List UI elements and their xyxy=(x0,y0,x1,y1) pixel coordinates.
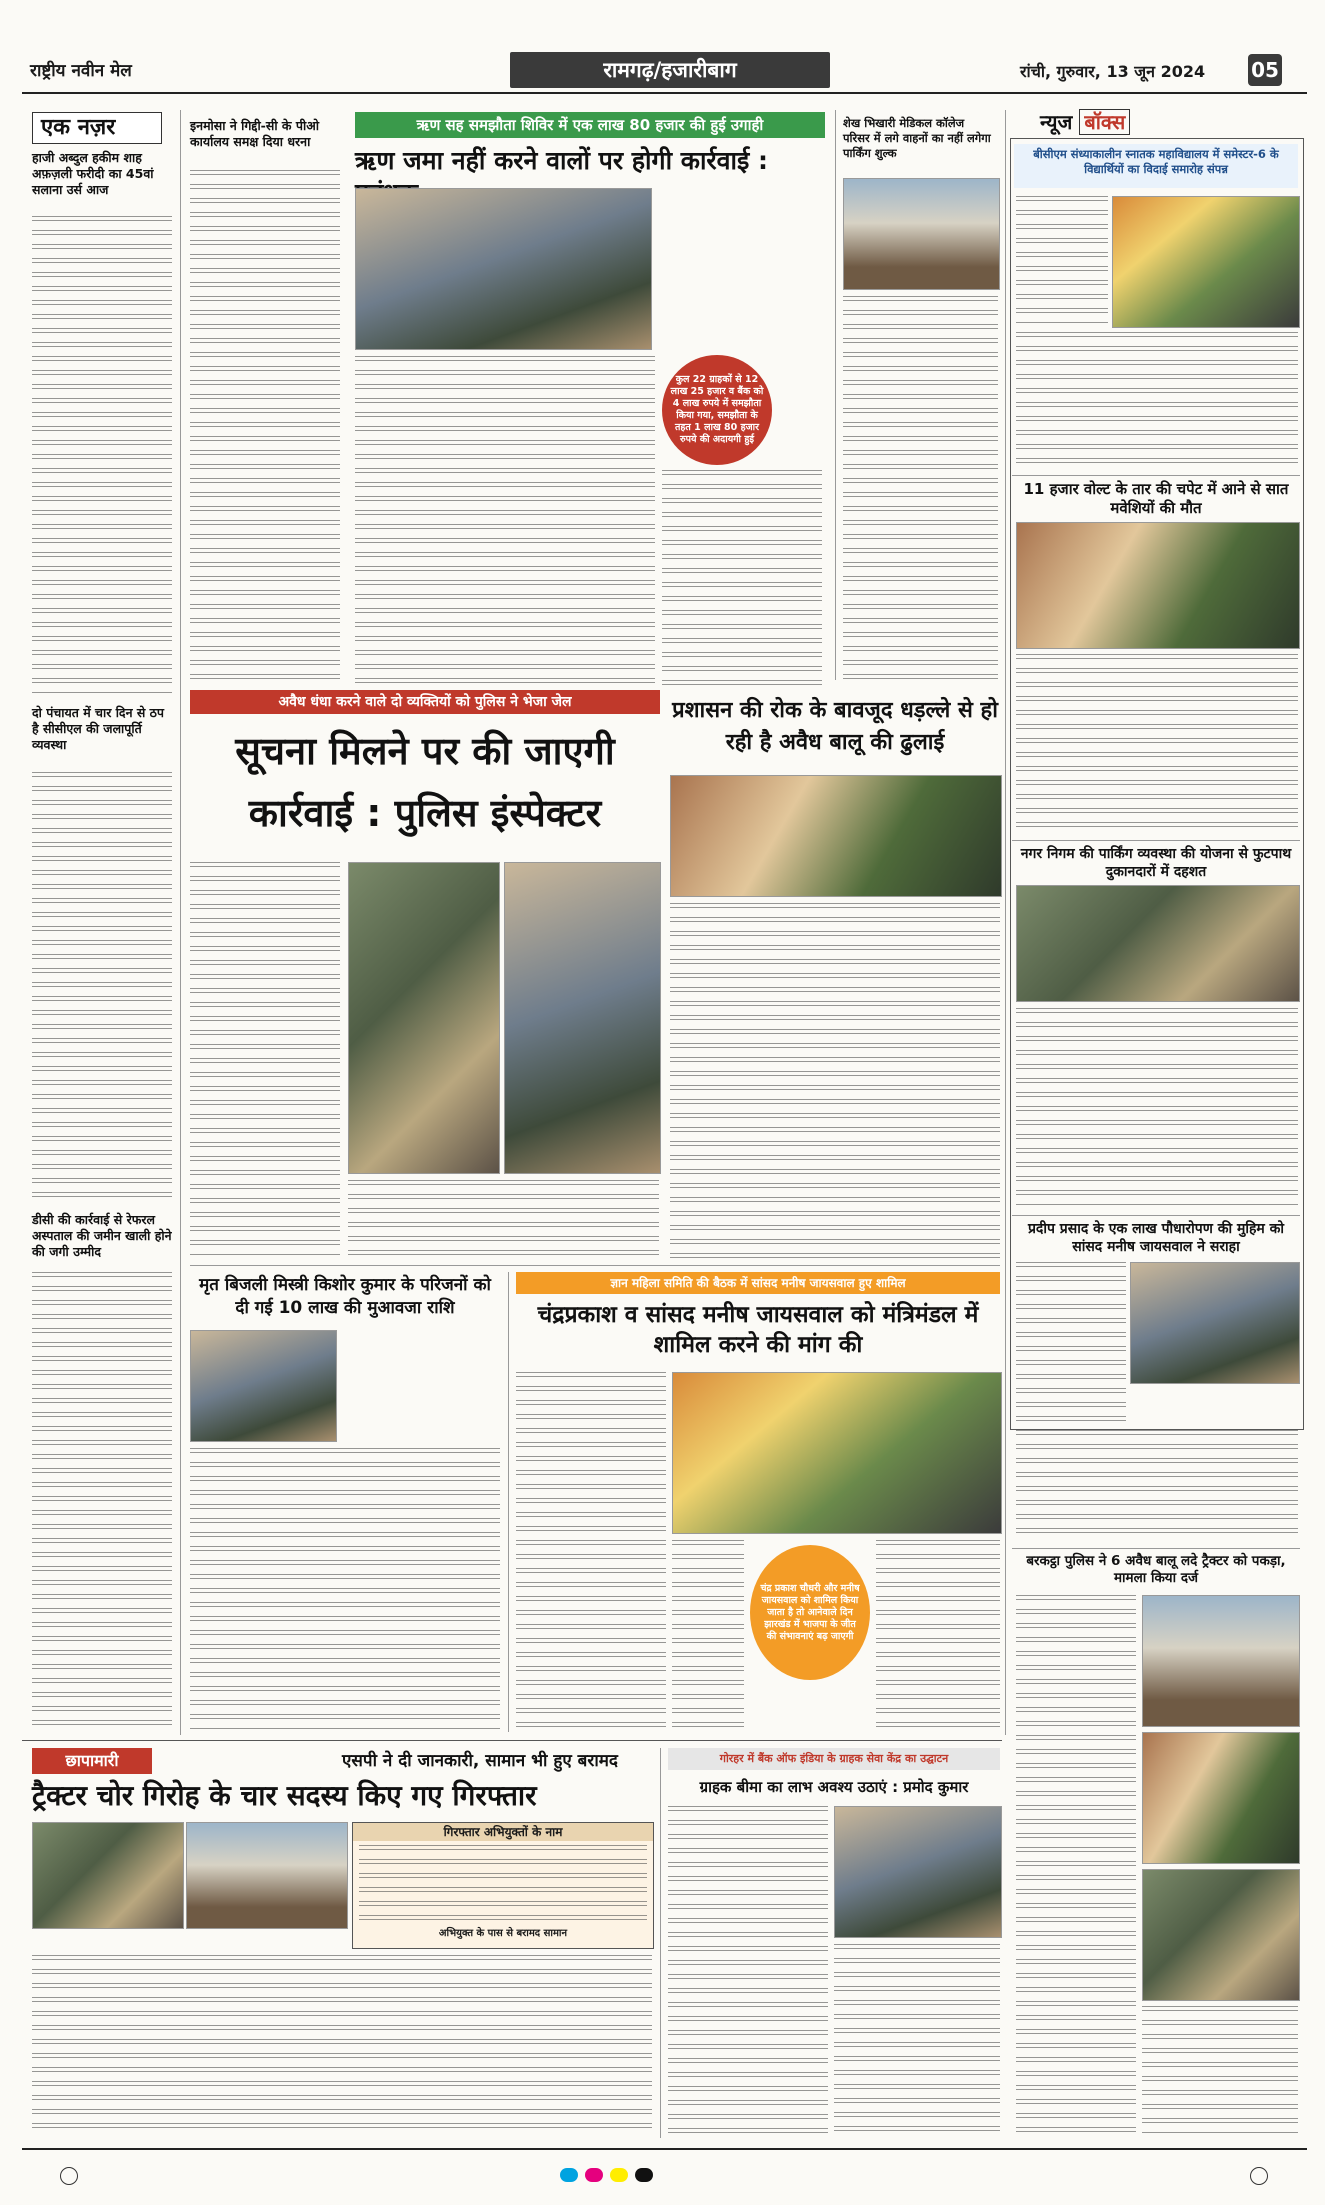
ek-nazar-tag: एक नज़र xyxy=(32,112,162,144)
registration-mark xyxy=(60,2167,78,2185)
rule xyxy=(190,1265,1000,1266)
minister-callout-text: चंद्र प्रकाश चौधरी और मनीष जायसवाल को शामिल किया जाता है तो आनेवाले दिन झारखंड में भाजपा के जीत की संभावनाएं बढ़ जाएगी xyxy=(760,1582,860,1642)
footer-rule xyxy=(22,2148,1307,2150)
yellow-swatch xyxy=(610,2168,628,2182)
story-body xyxy=(1016,332,1298,467)
story-body xyxy=(1016,196,1108,326)
story-body xyxy=(355,356,655,686)
minister-callout xyxy=(750,1545,870,1680)
story-heading: हाजी अब्दुल हकीम शाह अफ़ज़ली फरीदी का 45वां सलाना उर्स आज xyxy=(32,150,154,197)
raid-headline: ट्रैक्टर चोर गिरोह के चार सदस्य किए गए गिरफ्तार xyxy=(32,1779,537,1812)
story-body xyxy=(32,772,172,1202)
arrested-table-title: गिरफ्तार अभियुक्तों के नाम xyxy=(353,1823,653,1841)
column-divider xyxy=(835,110,836,680)
bank-band: गोरहर में बैंक ऑफ इंडिया के ग्राहक सेवा केंद्र का उद्घाटन xyxy=(668,1748,1000,1770)
story-heading: दो पंचायत में चार दिन से ठप है सीसीएल की जलापूर्ति व्यवस्था xyxy=(32,705,165,752)
story-heading: मृत बिजली मिस्त्री किशोर कुमार के परिजनों को दी गई 10 लाख की मुआवजा राशि xyxy=(199,1275,491,1318)
story-body xyxy=(1016,1262,1126,1422)
story-body xyxy=(1016,1430,1298,1540)
story-body xyxy=(32,1272,172,1727)
compensation-photo xyxy=(190,1330,337,1442)
column-divider xyxy=(1005,110,1006,1735)
story-body xyxy=(190,862,340,1257)
dateline: रांची, गुरुवार, 13 जून 2024 xyxy=(1020,62,1206,81)
story-body xyxy=(876,1540,1000,1730)
bank-headline: ग्राहक बीमा का लाभ अवश्य उठाएं : प्रमोद कुमार xyxy=(699,1778,969,1796)
story-body xyxy=(834,1944,1000,2136)
story-heading-text: बीसीएम संध्याकालीन स्नातक महाविद्यालय में समेस्टर-6 के विद्यार्थियों का विदाई समारोह संपन्न xyxy=(1033,147,1279,176)
story-body xyxy=(32,1955,652,2135)
cattle-photo xyxy=(1016,522,1300,649)
story-body xyxy=(516,1372,666,1732)
parking-plan-photo xyxy=(1016,885,1300,1002)
page-number: 05 xyxy=(1248,54,1282,86)
plantation-photo xyxy=(1130,1262,1300,1384)
story-body xyxy=(843,296,998,681)
tractor-photo-1 xyxy=(1142,1595,1300,1727)
arrested-table xyxy=(352,1822,654,1949)
raid-subhead: एसपी ने दी जानकारी, सामान भी हुए बरामद xyxy=(342,1751,618,1771)
police-band: अवैध धंधा करने वाले दो व्यक्तियों को पुलिस ने भेजा जेल xyxy=(190,690,660,714)
farewell-photo xyxy=(1112,196,1300,328)
lead-photo xyxy=(355,188,652,350)
magenta-swatch xyxy=(585,2168,603,2182)
arrested-table-footer: अभियुक्त के पास से बरामद सामान xyxy=(438,1928,568,1939)
black-swatch xyxy=(635,2168,653,2182)
minister-photo xyxy=(672,1372,1002,1534)
section-title: रामगढ़/हजारीबाग xyxy=(510,52,830,88)
story-heading: शेख भिखारी मेडिकल कॉलेज परिसर में लगे वाहनों का नहीं लगेगा पार्किंग शुल्क xyxy=(843,116,991,160)
story-body xyxy=(670,903,1000,1258)
lead-callout-text: कुल 22 ग्राहकों से 12 लाख 25 हजार व बैंक को 4 लाख रुपये में समझौता किया गया, समझौता के तहत 1 लाख 80 हजार रुपये की अदायगी हुई xyxy=(670,374,764,445)
story-body xyxy=(1016,1595,1136,2135)
story-body xyxy=(1142,2006,1298,2134)
raid-photo-1 xyxy=(32,1822,184,1929)
minister-band: ज्ञान महिला समिति की बैठक में सांसद मनीष जायसवाल हुए शामिल xyxy=(516,1272,1000,1294)
rule xyxy=(1012,475,1300,476)
raid-photo-2 xyxy=(186,1822,348,1929)
police-photo-2 xyxy=(504,862,661,1174)
lead-headline: ऋण जमा नहीं करने वालों पर होगी कार्रवाई : xyxy=(355,146,769,175)
minister-headline: चंद्रप्रकाश व सांसद मनीष जायसवाल को मंत्रिमंडल में शामिल करने की मांग की xyxy=(537,1302,979,1358)
rule xyxy=(1012,1215,1300,1216)
story-body xyxy=(348,1180,659,1258)
registration-mark xyxy=(1250,2167,1268,2185)
news-box-tag-a: न्यूज xyxy=(1040,110,1073,134)
story-body xyxy=(190,170,340,680)
rule xyxy=(22,1740,1002,1741)
story-body xyxy=(1016,1008,1298,1208)
story-body xyxy=(668,1806,828,2136)
story-heading: डीसी की कार्रवाई से रेफरल अस्पताल की जमीन खाली होने की जगी उम्मीद xyxy=(32,1212,172,1259)
news-box-tag xyxy=(1040,108,1190,136)
column-divider xyxy=(508,1272,509,1732)
column-divider xyxy=(180,110,181,1735)
column-divider xyxy=(660,1748,661,2138)
arrested-table-rows xyxy=(359,1845,647,1923)
story-body xyxy=(1016,654,1298,834)
lead-callout xyxy=(662,355,772,465)
story-heading xyxy=(1014,144,1298,188)
lead-band: ऋण सह समझौता शिविर में एक लाख 80 हजार की हुई उगाही xyxy=(355,112,825,138)
story-heading: नगर निगम की पार्किंग व्यवस्था की योजना से फुटपाथ दुकानदारों में दहशत xyxy=(1020,846,1292,880)
police-photo-1 xyxy=(348,862,500,1174)
story-heading: 11 हजार वोल्ट के तार की चपेट में आने से सात मवेशियों की मौत xyxy=(1023,480,1289,517)
news-box-tag-b: बॉक्स xyxy=(1079,109,1130,135)
story-body xyxy=(672,1540,744,1730)
sand-headline: प्रशासन की रोक के बावजूद धड़ल्ले से हो रही है अवैध बालू की ढुलाई xyxy=(672,698,998,755)
cyan-swatch xyxy=(560,2168,578,2182)
story-body xyxy=(190,1448,500,1730)
tractor-photo-3 xyxy=(1142,1869,1300,2001)
parking-photo xyxy=(843,178,1000,290)
story-body xyxy=(32,216,172,696)
sand-photo xyxy=(670,775,1002,897)
police-headline: सूचना मिलने पर की जाएगी कार्रवाई : पुलिस इंस्पेक्टर xyxy=(235,729,615,835)
paper-name: राष्ट्रीय नवीन मेल xyxy=(30,61,132,81)
bank-photo xyxy=(834,1806,1002,1938)
raid-tag: छापामारी xyxy=(32,1748,152,1774)
rule xyxy=(1012,840,1300,841)
rule xyxy=(1012,1548,1300,1549)
masthead-rule xyxy=(22,92,1307,94)
story-heading: बरकट्ठा पुलिस ने 6 अवैध बालू लदे ट्रैक्टर को पकड़ा, मामला किया दर्ज xyxy=(1026,1553,1286,1586)
story-heading: इनमोसा ने गिद्दी-सी के पीओ कार्यालय समक्ष दिया धरना xyxy=(190,118,319,149)
tractor-photo-2 xyxy=(1142,1732,1300,1864)
story-heading: प्रदीप प्रसाद के एक लाख पौधारोपण की मुहिम को सांसद मनीष जायसवाल ने सराहा xyxy=(1027,1221,1285,1255)
story-body xyxy=(662,470,822,685)
